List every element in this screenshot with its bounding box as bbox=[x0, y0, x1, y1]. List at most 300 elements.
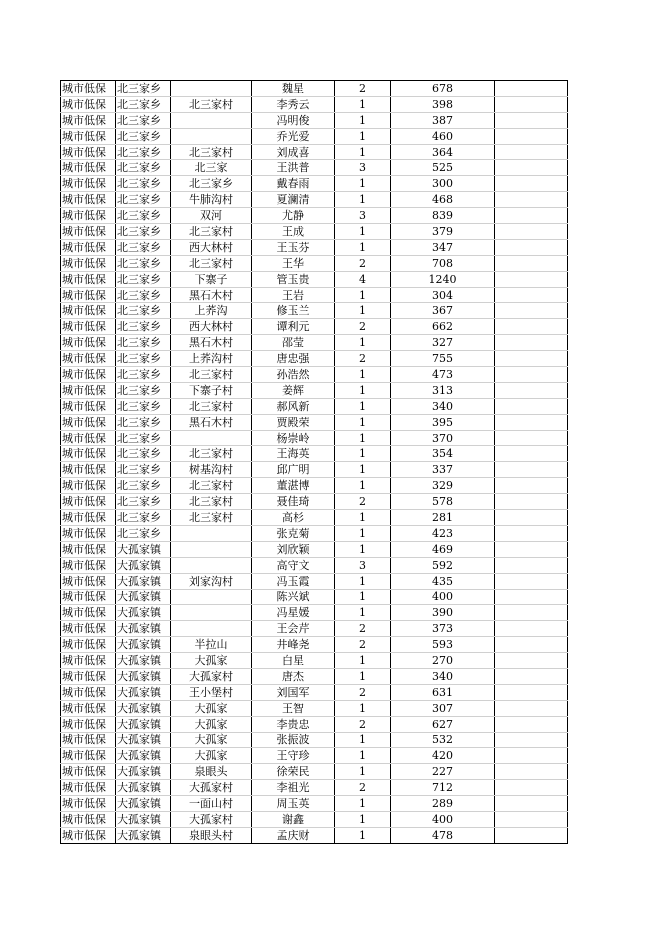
table-cell bbox=[495, 637, 568, 653]
table-cell: 北三家乡 bbox=[116, 382, 171, 398]
table-cell bbox=[495, 96, 568, 112]
table-cell: 1 bbox=[335, 748, 391, 764]
table-cell: 1 bbox=[335, 303, 391, 319]
table-cell: 1 bbox=[335, 732, 391, 748]
table-cell bbox=[495, 414, 568, 430]
table-cell: 1 bbox=[335, 430, 391, 446]
table-row bbox=[61, 446, 568, 462]
table-cell: 城市低保 bbox=[61, 557, 116, 573]
table-body bbox=[61, 81, 568, 844]
table-cell: 2 bbox=[335, 716, 391, 732]
table-cell: 大孤家 bbox=[171, 716, 252, 732]
table-cell: 王成 bbox=[252, 224, 335, 240]
table-cell: 大孤家村 bbox=[171, 668, 252, 684]
table-cell bbox=[171, 605, 252, 621]
table-cell bbox=[171, 589, 252, 605]
table-cell: 城市低保 bbox=[61, 811, 116, 827]
table-cell: 2 bbox=[335, 351, 391, 367]
table-cell: 340 bbox=[391, 398, 495, 414]
table-cell bbox=[495, 811, 568, 827]
table-cell: 北三家乡 bbox=[116, 351, 171, 367]
table-cell: 大孤家镇 bbox=[116, 780, 171, 796]
table-cell: 树基沟村 bbox=[171, 462, 252, 478]
table-cell bbox=[171, 81, 252, 97]
table-cell: 城市低保 bbox=[61, 96, 116, 112]
table-cell: 王守珍 bbox=[252, 748, 335, 764]
table-cell: 魏星 bbox=[252, 81, 335, 97]
table-cell: 398 bbox=[391, 96, 495, 112]
table-cell: 2 bbox=[335, 255, 391, 271]
table-cell: 1 bbox=[335, 462, 391, 478]
table-cell: 城市低保 bbox=[61, 780, 116, 796]
table-cell: 城市低保 bbox=[61, 382, 116, 398]
table-cell: 城市低保 bbox=[61, 271, 116, 287]
table-cell: 578 bbox=[391, 494, 495, 510]
table-cell: 532 bbox=[391, 732, 495, 748]
table-cell bbox=[495, 684, 568, 700]
table-cell: 627 bbox=[391, 716, 495, 732]
table-cell bbox=[495, 335, 568, 351]
table-cell bbox=[495, 510, 568, 526]
table-cell: 400 bbox=[391, 589, 495, 605]
table-cell: 城市低保 bbox=[61, 700, 116, 716]
table-cell: 460 bbox=[391, 128, 495, 144]
table-cell: 北三家乡 bbox=[116, 494, 171, 510]
table-cell: 城市低保 bbox=[61, 716, 116, 732]
table-cell: 北三家乡 bbox=[116, 144, 171, 160]
table-cell: 大孤家镇 bbox=[116, 605, 171, 621]
table-cell: 1 bbox=[335, 398, 391, 414]
table-cell: 1 bbox=[335, 796, 391, 812]
table-cell: 城市低保 bbox=[61, 414, 116, 430]
table-row bbox=[61, 271, 568, 287]
table-cell: 1 bbox=[335, 192, 391, 208]
table-cell: 北三家乡 bbox=[116, 208, 171, 224]
table-cell: 347 bbox=[391, 239, 495, 255]
table-cell: 北三家 bbox=[171, 160, 252, 176]
table-cell: 北三家乡 bbox=[116, 239, 171, 255]
table-cell: 高杉 bbox=[252, 510, 335, 526]
table-cell: 北三家乡 bbox=[116, 430, 171, 446]
table-cell: 王小堡村 bbox=[171, 684, 252, 700]
table-cell bbox=[495, 668, 568, 684]
table-cell bbox=[495, 176, 568, 192]
table-cell: 乔光爱 bbox=[252, 128, 335, 144]
table-cell: 北三家村 bbox=[171, 255, 252, 271]
table-cell: 城市低保 bbox=[61, 589, 116, 605]
table-cell: 北三家乡 bbox=[116, 367, 171, 383]
table-cell: 城市低保 bbox=[61, 525, 116, 541]
table-cell bbox=[171, 128, 252, 144]
table-cell: 城市低保 bbox=[61, 478, 116, 494]
table-row bbox=[61, 176, 568, 192]
table-cell: 2 bbox=[335, 637, 391, 653]
table-cell: 泉眼头 bbox=[171, 764, 252, 780]
table-cell: 西大林村 bbox=[171, 319, 252, 335]
table-cell: 高守文 bbox=[252, 557, 335, 573]
table-cell: 城市低保 bbox=[61, 144, 116, 160]
table-cell: 1 bbox=[335, 96, 391, 112]
table-cell: 北三家村 bbox=[171, 224, 252, 240]
table-row bbox=[61, 160, 568, 176]
table-cell bbox=[495, 430, 568, 446]
table-cell: 郝风新 bbox=[252, 398, 335, 414]
table-cell: 1 bbox=[335, 525, 391, 541]
table-cell: 北三家乡 bbox=[116, 287, 171, 303]
table-cell: 387 bbox=[391, 112, 495, 128]
table-cell bbox=[495, 716, 568, 732]
table-cell: 北三家村 bbox=[171, 478, 252, 494]
table-cell: 城市低保 bbox=[61, 684, 116, 700]
table-cell bbox=[495, 192, 568, 208]
table-cell bbox=[171, 557, 252, 573]
table-cell: 1 bbox=[335, 573, 391, 589]
table-cell: 北三家村 bbox=[171, 367, 252, 383]
table-cell: 城市低保 bbox=[61, 621, 116, 637]
table-cell bbox=[495, 367, 568, 383]
table-row bbox=[61, 462, 568, 478]
table-cell: 300 bbox=[391, 176, 495, 192]
table-row bbox=[61, 208, 568, 224]
table-cell bbox=[495, 605, 568, 621]
table-cell bbox=[171, 541, 252, 557]
table-cell: 城市低保 bbox=[61, 303, 116, 319]
table-cell: 大孤家镇 bbox=[116, 700, 171, 716]
table-cell: 1 bbox=[335, 287, 391, 303]
table-cell: 牛肺沟村 bbox=[171, 192, 252, 208]
table-cell: 上荞沟 bbox=[171, 303, 252, 319]
table-cell: 城市低保 bbox=[61, 128, 116, 144]
table-cell: 304 bbox=[391, 287, 495, 303]
table-cell bbox=[495, 780, 568, 796]
table-cell: 北三家乡 bbox=[116, 335, 171, 351]
table-cell: 城市低保 bbox=[61, 398, 116, 414]
table-cell: 354 bbox=[391, 446, 495, 462]
table-cell: 城市低保 bbox=[61, 367, 116, 383]
table-cell: 下寨子 bbox=[171, 271, 252, 287]
table-cell: 大孤家镇 bbox=[116, 621, 171, 637]
table-row bbox=[61, 541, 568, 557]
table-cell: 420 bbox=[391, 748, 495, 764]
table-cell: 北三家乡 bbox=[116, 192, 171, 208]
table-row bbox=[61, 684, 568, 700]
table-cell: 城市低保 bbox=[61, 732, 116, 748]
table-cell: 北三家乡 bbox=[116, 96, 171, 112]
table-cell: 城市低保 bbox=[61, 319, 116, 335]
table-cell bbox=[495, 81, 568, 97]
table-cell bbox=[495, 319, 568, 335]
table-cell: 337 bbox=[391, 462, 495, 478]
table-cell: 755 bbox=[391, 351, 495, 367]
table-cell: 王智 bbox=[252, 700, 335, 716]
table-cell: 3 bbox=[335, 160, 391, 176]
table-cell: 北三家乡 bbox=[116, 128, 171, 144]
table-cell: 大孤家 bbox=[171, 748, 252, 764]
table-cell: 冯玉霞 bbox=[252, 573, 335, 589]
table-cell: 修玉兰 bbox=[252, 303, 335, 319]
table-cell: 王海英 bbox=[252, 446, 335, 462]
table-cell: 227 bbox=[391, 764, 495, 780]
table-cell: 城市低保 bbox=[61, 827, 116, 843]
table-cell: 北三家乡 bbox=[116, 478, 171, 494]
table-cell: 373 bbox=[391, 621, 495, 637]
table-cell: 大孤家镇 bbox=[116, 827, 171, 843]
table-cell: 城市低保 bbox=[61, 430, 116, 446]
table-cell: 大孤家镇 bbox=[116, 573, 171, 589]
table-cell: 大孤家镇 bbox=[116, 557, 171, 573]
table-cell bbox=[495, 796, 568, 812]
table-cell: 大孤家 bbox=[171, 653, 252, 669]
table-row bbox=[61, 128, 568, 144]
table-cell bbox=[171, 112, 252, 128]
table-cell bbox=[495, 239, 568, 255]
table-row bbox=[61, 351, 568, 367]
table-cell: 双河 bbox=[171, 208, 252, 224]
table-cell: 刘成喜 bbox=[252, 144, 335, 160]
table-cell: 281 bbox=[391, 510, 495, 526]
table-cell: 大孤家村 bbox=[171, 811, 252, 827]
data-table bbox=[60, 80, 568, 844]
table-cell bbox=[495, 112, 568, 128]
table-row bbox=[61, 319, 568, 335]
table-cell: 北三家乡 bbox=[116, 319, 171, 335]
table-cell: 姜辉 bbox=[252, 382, 335, 398]
table-cell: 张振波 bbox=[252, 732, 335, 748]
table-cell: 城市低保 bbox=[61, 287, 116, 303]
table-cell: 大孤家镇 bbox=[116, 732, 171, 748]
table-cell: 尤静 bbox=[252, 208, 335, 224]
table-cell: 大孤家镇 bbox=[116, 684, 171, 700]
table-cell: 469 bbox=[391, 541, 495, 557]
table-cell: 城市低保 bbox=[61, 192, 116, 208]
table-cell bbox=[495, 653, 568, 669]
table-row bbox=[61, 239, 568, 255]
table-cell: 上荞沟村 bbox=[171, 351, 252, 367]
table-cell: 1 bbox=[335, 112, 391, 128]
table-cell bbox=[495, 144, 568, 160]
table-cell: 大孤家镇 bbox=[116, 796, 171, 812]
table-cell bbox=[495, 255, 568, 271]
table-cell: 2 bbox=[335, 621, 391, 637]
table-cell: 435 bbox=[391, 573, 495, 589]
table-cell bbox=[495, 446, 568, 462]
table-cell: 270 bbox=[391, 653, 495, 669]
table-cell: 1 bbox=[335, 446, 391, 462]
table-cell bbox=[171, 430, 252, 446]
table-row bbox=[61, 827, 568, 843]
table-cell: 340 bbox=[391, 668, 495, 684]
table-cell: 北三家乡 bbox=[116, 398, 171, 414]
table-cell: 聂佳琦 bbox=[252, 494, 335, 510]
table-cell: 大孤家镇 bbox=[116, 764, 171, 780]
table-cell: 北三家乡 bbox=[116, 255, 171, 271]
table-cell: 一面山村 bbox=[171, 796, 252, 812]
table-cell: 黑石木村 bbox=[171, 414, 252, 430]
table-cell: 孙浩然 bbox=[252, 367, 335, 383]
table-cell: 董湛博 bbox=[252, 478, 335, 494]
table-cell: 423 bbox=[391, 525, 495, 541]
table-cell: 王岩 bbox=[252, 287, 335, 303]
table-cell: 刘家沟村 bbox=[171, 573, 252, 589]
table-row bbox=[61, 573, 568, 589]
table-cell: 陈兴斌 bbox=[252, 589, 335, 605]
table-cell: 城市低保 bbox=[61, 160, 116, 176]
table-cell bbox=[495, 128, 568, 144]
table-row bbox=[61, 96, 568, 112]
table-cell: 1 bbox=[335, 541, 391, 557]
table-cell: 大孤家镇 bbox=[116, 541, 171, 557]
table-cell: 北三家乡 bbox=[116, 525, 171, 541]
table-cell: 北三家村 bbox=[171, 510, 252, 526]
table-row bbox=[61, 525, 568, 541]
table-cell: 大孤家镇 bbox=[116, 637, 171, 653]
table-cell bbox=[171, 621, 252, 637]
table-cell: 1 bbox=[335, 700, 391, 716]
table-row bbox=[61, 255, 568, 271]
table-cell: 1 bbox=[335, 414, 391, 430]
table-row bbox=[61, 510, 568, 526]
table-cell: 1 bbox=[335, 668, 391, 684]
table-cell: 678 bbox=[391, 81, 495, 97]
table-cell: 1 bbox=[335, 605, 391, 621]
table-cell: 城市低保 bbox=[61, 81, 116, 97]
table-cell: 杨崇岭 bbox=[252, 430, 335, 446]
table-cell: 城市低保 bbox=[61, 351, 116, 367]
table-cell: 黑石木村 bbox=[171, 287, 252, 303]
table-cell bbox=[495, 764, 568, 780]
table-cell: 冯明俊 bbox=[252, 112, 335, 128]
table-cell: 半拉山 bbox=[171, 637, 252, 653]
table-cell: 327 bbox=[391, 335, 495, 351]
table-cell: 364 bbox=[391, 144, 495, 160]
table-cell: 1 bbox=[335, 811, 391, 827]
table-cell: 北三家乡 bbox=[116, 446, 171, 462]
table-cell: 城市低保 bbox=[61, 208, 116, 224]
table-cell bbox=[495, 303, 568, 319]
table-cell: 2 bbox=[335, 494, 391, 510]
table-cell bbox=[495, 494, 568, 510]
table-cell bbox=[495, 287, 568, 303]
table-cell bbox=[495, 732, 568, 748]
table-row bbox=[61, 303, 568, 319]
table-cell: 孟庆财 bbox=[252, 827, 335, 843]
table-cell: 北三家乡 bbox=[116, 462, 171, 478]
table-cell: 戴春雨 bbox=[252, 176, 335, 192]
table-cell: 城市低保 bbox=[61, 255, 116, 271]
table-cell: 北三家乡 bbox=[116, 81, 171, 97]
table-cell bbox=[495, 271, 568, 287]
table-cell: 大孤家 bbox=[171, 732, 252, 748]
table-cell: 王华 bbox=[252, 255, 335, 271]
table-cell: 1 bbox=[335, 176, 391, 192]
table-cell: 1240 bbox=[391, 271, 495, 287]
table-cell: 北三家乡 bbox=[116, 510, 171, 526]
table-cell: 城市低保 bbox=[61, 446, 116, 462]
table-cell bbox=[495, 700, 568, 716]
table-cell: 井峰尧 bbox=[252, 637, 335, 653]
table-row bbox=[61, 112, 568, 128]
table-cell: 大孤家镇 bbox=[116, 811, 171, 827]
table-cell: 城市低保 bbox=[61, 764, 116, 780]
table-cell bbox=[171, 525, 252, 541]
table-cell: 王玉芬 bbox=[252, 239, 335, 255]
table-cell: 北三家村 bbox=[171, 144, 252, 160]
table-cell: 城市低保 bbox=[61, 494, 116, 510]
table-row bbox=[61, 716, 568, 732]
table-cell: 李祖光 bbox=[252, 780, 335, 796]
table-row bbox=[61, 557, 568, 573]
table-cell: 城市低保 bbox=[61, 224, 116, 240]
table-cell: 城市低保 bbox=[61, 653, 116, 669]
table-cell bbox=[495, 398, 568, 414]
table-cell bbox=[495, 573, 568, 589]
table-cell: 大孤家镇 bbox=[116, 589, 171, 605]
table-cell: 城市低保 bbox=[61, 112, 116, 128]
table-cell: 下寨子村 bbox=[171, 382, 252, 398]
table-cell bbox=[495, 621, 568, 637]
table-cell: 北三家乡 bbox=[116, 224, 171, 240]
table-cell: 525 bbox=[391, 160, 495, 176]
table-cell: 289 bbox=[391, 796, 495, 812]
table-cell: 395 bbox=[391, 414, 495, 430]
table-cell: 313 bbox=[391, 382, 495, 398]
table-cell: 贾殿荣 bbox=[252, 414, 335, 430]
table-cell: 邵莹 bbox=[252, 335, 335, 351]
table-cell: 大孤家镇 bbox=[116, 748, 171, 764]
table-cell: 2 bbox=[335, 684, 391, 700]
table-cell: 北三家村 bbox=[171, 398, 252, 414]
table-cell: 1 bbox=[335, 827, 391, 843]
table-cell bbox=[495, 462, 568, 478]
table-cell: 黑石木村 bbox=[171, 335, 252, 351]
table-cell: 城市低保 bbox=[61, 668, 116, 684]
table-row bbox=[61, 382, 568, 398]
table-cell: 北三家村 bbox=[171, 446, 252, 462]
table-cell: 1 bbox=[335, 224, 391, 240]
table-cell: 谢鑫 bbox=[252, 811, 335, 827]
table-row bbox=[61, 478, 568, 494]
table-row bbox=[61, 224, 568, 240]
table-cell: 367 bbox=[391, 303, 495, 319]
table-cell: 1 bbox=[335, 764, 391, 780]
table-cell: 城市低保 bbox=[61, 335, 116, 351]
table-cell: 城市低保 bbox=[61, 796, 116, 812]
table-cell: 631 bbox=[391, 684, 495, 700]
table-cell: 王洪普 bbox=[252, 160, 335, 176]
table-cell: 大孤家 bbox=[171, 700, 252, 716]
table-cell: 谭利元 bbox=[252, 319, 335, 335]
table-cell: 北三家村 bbox=[171, 96, 252, 112]
table-cell: 北三家村 bbox=[171, 494, 252, 510]
table-cell: 大孤家村 bbox=[171, 780, 252, 796]
table-cell: 2 bbox=[335, 780, 391, 796]
table-cell: 城市低保 bbox=[61, 605, 116, 621]
table-row bbox=[61, 367, 568, 383]
table-row bbox=[61, 700, 568, 716]
table-cell: 冯星媛 bbox=[252, 605, 335, 621]
table-cell: 473 bbox=[391, 367, 495, 383]
table-cell: 3 bbox=[335, 557, 391, 573]
table-row bbox=[61, 335, 568, 351]
table-row bbox=[61, 398, 568, 414]
table-cell: 1 bbox=[335, 510, 391, 526]
table-cell: 1 bbox=[335, 382, 391, 398]
table-cell: 北三家乡 bbox=[116, 271, 171, 287]
table-cell: 管玉贵 bbox=[252, 271, 335, 287]
table-cell: 708 bbox=[391, 255, 495, 271]
table-cell: 北三家乡 bbox=[116, 112, 171, 128]
table-cell: 夏澜清 bbox=[252, 192, 335, 208]
